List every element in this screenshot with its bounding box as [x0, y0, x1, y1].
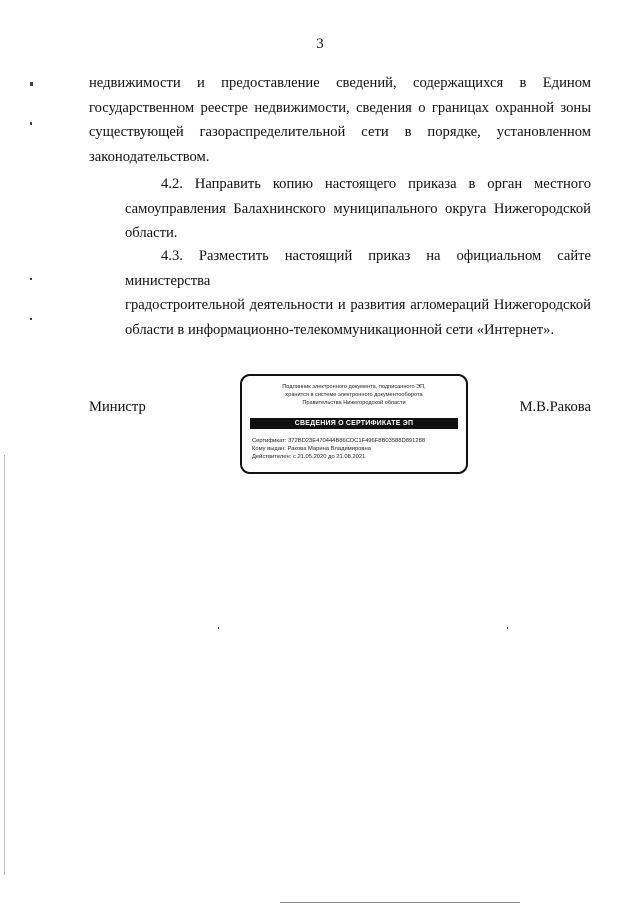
text-line: государственном реестре недвижимости, сведения о границах охранной зоны: [89, 99, 591, 116]
issued-to-value: Ракова Марина Владимировна: [287, 446, 371, 453]
paragraph-continuation: [89, 71, 591, 169]
scan-edge-line: [280, 902, 520, 903]
text-line: области в информационно-телекоммуникационной сети «Интернет».: [125, 321, 555, 338]
stamp-details: [252, 437, 458, 462]
scan-edge-line: [4, 455, 5, 875]
paragraph-4-3: [89, 244, 591, 342]
scan-artifact: [30, 82, 33, 86]
scan-artifact: [507, 627, 508, 629]
certificate-value: 372BD23E470444B86CDC1F496F8B03588D891288: [288, 438, 426, 444]
validity-label: Действителен:: [252, 454, 292, 461]
stamp-header-line: Правительства Нижегородской области: [302, 400, 406, 406]
scan-artifact: [218, 627, 219, 629]
scan-artifact: [30, 122, 32, 125]
text-line: законодательством.: [89, 148, 210, 165]
page-number: 3: [316, 36, 324, 52]
e-signature-stamp: [240, 374, 468, 474]
issued-to-row: [252, 445, 458, 453]
text-line: недвижимости и предоставление сведений, содержащихся в Едином: [89, 75, 591, 91]
text-line: существующей газораспределительной сети в порядке, установленном: [89, 124, 591, 140]
certificate-label: Сертификат:: [252, 438, 287, 444]
text-line: самоуправления Балахнинского муниципального округа Нижегородской: [125, 200, 591, 217]
text-line: градостроительной деятельности и развития агломераций Нижегородской: [125, 297, 591, 313]
certificate-row: [252, 437, 458, 445]
stamp-header: [250, 383, 458, 407]
stamp-title-bar: СВЕДЕНИЯ О СЕРТИФИКАТЕ ЭП: [250, 418, 458, 429]
scan-artifact: [30, 318, 32, 320]
issued-to-label: Кому выдан:: [252, 446, 286, 453]
paragraph-4-2: [89, 172, 591, 246]
stamp-header-line: Подлинник электронного документа, подписанного ЭП,: [282, 384, 426, 390]
signer-name: М.В.Ракова: [519, 399, 591, 415]
stamp-header-line: хранится в системе электронного документооборота: [285, 392, 423, 398]
signer-role: Министр: [89, 399, 146, 415]
text-line: 4.3. Разместить настоящий приказ на официальном сайте министерства: [125, 248, 591, 289]
text-line: области.: [125, 225, 178, 241]
scan-artifact: [30, 278, 32, 280]
validity-row: [252, 453, 458, 461]
validity-value: с 21.05.2020 до 21.08.2021: [292, 454, 366, 461]
text-line: 4.2. Направить копию настоящего приказа в орган местного: [161, 176, 591, 192]
